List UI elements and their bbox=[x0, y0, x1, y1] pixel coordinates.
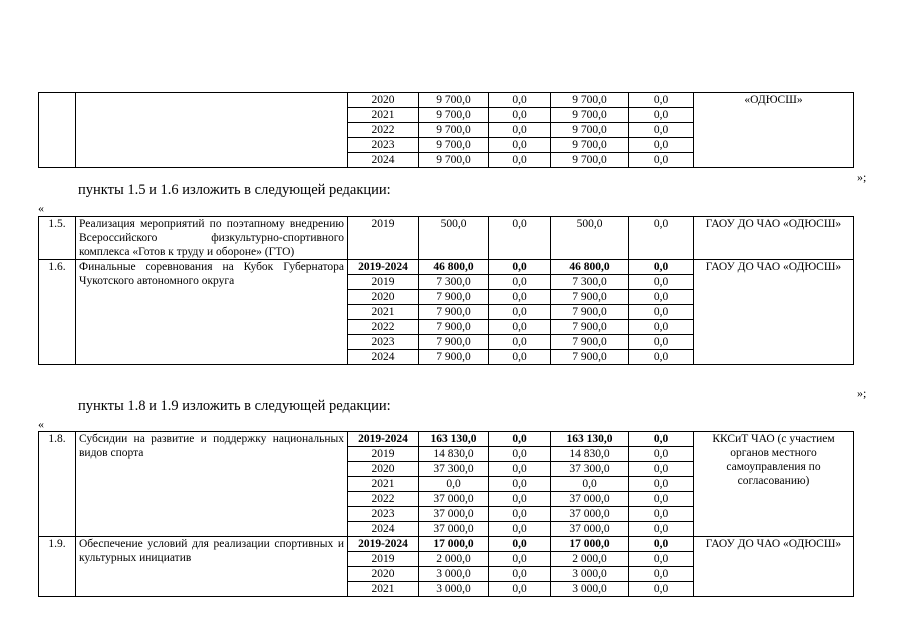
amount-cell: 0,0 bbox=[489, 138, 551, 153]
amount-cell: 0,0 bbox=[629, 320, 694, 335]
amount-cell: 9 700,0 bbox=[419, 138, 489, 153]
amount-cell: 0,0 bbox=[629, 350, 694, 365]
amount-cell: 9 700,0 bbox=[419, 108, 489, 123]
amount-cell: 17 000,0 bbox=[419, 537, 489, 552]
amount-cell: 37 300,0 bbox=[419, 462, 489, 477]
amount-cell: 46 800,0 bbox=[551, 260, 629, 275]
amount-cell: 7 900,0 bbox=[419, 305, 489, 320]
year-cell: 2021 bbox=[348, 477, 419, 492]
table-row bbox=[39, 260, 854, 275]
responsible-executor: ГАОУ ДО ЧАО «ОДЮСШ» bbox=[694, 537, 854, 597]
amount-cell: 7 900,0 bbox=[419, 335, 489, 350]
amount-cell: 7 900,0 bbox=[551, 320, 629, 335]
item-number bbox=[39, 93, 76, 168]
amount-cell: 17 000,0 bbox=[551, 537, 629, 552]
year-cell: 2021 bbox=[348, 582, 419, 597]
amount-cell: 0,0 bbox=[629, 447, 694, 462]
year-cell: 2023 bbox=[348, 138, 419, 153]
amount-cell: 0,0 bbox=[629, 432, 694, 447]
amount-cell: 0,0 bbox=[629, 537, 694, 552]
item-name: Субсидии на развитие и поддержку национальных видов спорта bbox=[76, 432, 348, 537]
amount-cell: 0,0 bbox=[629, 217, 694, 260]
amount-cell: 0,0 bbox=[629, 582, 694, 597]
responsible-executor: ГАОУ ДО ЧАО «ОДЮСШ» bbox=[694, 260, 854, 365]
amount-cell: 0,0 bbox=[629, 275, 694, 290]
amount-cell: 0,0 bbox=[489, 260, 551, 275]
paragraph-points-1-5-1-6: пункты 1.5 и 1.6 изложить в следующей редакции: bbox=[78, 182, 391, 198]
amount-cell: 2 000,0 bbox=[419, 552, 489, 567]
amount-cell: 0,0 bbox=[629, 462, 694, 477]
amount-cell: 0,0 bbox=[489, 217, 551, 260]
amount-cell: 0,0 bbox=[629, 290, 694, 305]
amount-cell: 0,0 bbox=[629, 260, 694, 275]
year-cell: 2022 bbox=[348, 123, 419, 138]
amount-cell: 0,0 bbox=[489, 432, 551, 447]
table-row bbox=[39, 93, 854, 108]
year-cell: 2019-2024 bbox=[348, 537, 419, 552]
program-table-part-3 bbox=[38, 431, 854, 597]
year-cell: 2020 bbox=[348, 567, 419, 582]
amount-cell: 3 000,0 bbox=[419, 582, 489, 597]
amount-cell: 0,0 bbox=[489, 153, 551, 168]
year-cell: 2020 bbox=[348, 93, 419, 108]
year-cell: 2021 bbox=[348, 108, 419, 123]
amount-cell: 7 900,0 bbox=[419, 290, 489, 305]
amount-cell: 500,0 bbox=[419, 217, 489, 260]
year-cell: 2019 bbox=[348, 447, 419, 462]
amount-cell: 163 130,0 bbox=[419, 432, 489, 447]
amount-cell: 37 000,0 bbox=[419, 522, 489, 537]
amount-cell: 0,0 bbox=[551, 477, 629, 492]
year-cell: 2019-2024 bbox=[348, 260, 419, 275]
table-row bbox=[39, 432, 854, 447]
amount-cell: 7 300,0 bbox=[551, 275, 629, 290]
item-number: 1.8. bbox=[39, 432, 76, 537]
amount-cell: 0,0 bbox=[489, 522, 551, 537]
amount-cell: 0,0 bbox=[489, 477, 551, 492]
amount-cell: 0,0 bbox=[629, 305, 694, 320]
amount-cell: 0,0 bbox=[629, 477, 694, 492]
paragraph-points-1-8-1-9: пункты 1.8 и 1.9 изложить в следующей редакции: bbox=[78, 398, 391, 414]
amount-cell: 0,0 bbox=[629, 123, 694, 138]
program-table-part-1 bbox=[38, 92, 854, 168]
year-cell: 2019 bbox=[348, 275, 419, 290]
amount-cell: 0,0 bbox=[629, 138, 694, 153]
amount-cell: 7 900,0 bbox=[551, 290, 629, 305]
amount-cell: 46 800,0 bbox=[419, 260, 489, 275]
amount-cell: 7 900,0 bbox=[551, 350, 629, 365]
amount-cell: 37 000,0 bbox=[551, 507, 629, 522]
closing-quote-2: »; bbox=[857, 386, 867, 400]
responsible-executor: ГАОУ ДО ЧАО «ОДЮСШ» bbox=[694, 217, 854, 260]
year-cell: 2020 bbox=[348, 462, 419, 477]
amount-cell: 9 700,0 bbox=[419, 153, 489, 168]
amount-cell: 0,0 bbox=[489, 507, 551, 522]
amount-cell: 7 900,0 bbox=[551, 335, 629, 350]
program-table-part-2 bbox=[38, 216, 854, 365]
amount-cell: 3 000,0 bbox=[551, 567, 629, 582]
table-row bbox=[39, 217, 854, 260]
amount-cell: 14 830,0 bbox=[419, 447, 489, 462]
amount-cell: 0,0 bbox=[489, 335, 551, 350]
year-cell: 2022 bbox=[348, 320, 419, 335]
amount-cell: 7 900,0 bbox=[551, 305, 629, 320]
amount-cell: 0,0 bbox=[489, 492, 551, 507]
amount-cell: 0,0 bbox=[489, 462, 551, 477]
amount-cell: 3 000,0 bbox=[419, 567, 489, 582]
year-cell: 2024 bbox=[348, 350, 419, 365]
amount-cell: 0,0 bbox=[489, 582, 551, 597]
amount-cell: 37 000,0 bbox=[419, 492, 489, 507]
amount-cell: 7 900,0 bbox=[419, 320, 489, 335]
amount-cell: 0,0 bbox=[489, 537, 551, 552]
amount-cell: 9 700,0 bbox=[551, 138, 629, 153]
item-name: Обеспечение условий для реализации спортивных и культурных инициатив bbox=[76, 537, 348, 597]
amount-cell: 0,0 bbox=[629, 522, 694, 537]
year-cell: 2023 bbox=[348, 335, 419, 350]
amount-cell: 0,0 bbox=[489, 108, 551, 123]
table-row bbox=[39, 537, 854, 552]
amount-cell: 9 700,0 bbox=[551, 108, 629, 123]
amount-cell: 7 300,0 bbox=[419, 275, 489, 290]
year-cell: 2019-2024 bbox=[348, 432, 419, 447]
amount-cell: 0,0 bbox=[489, 350, 551, 365]
amount-cell: 0,0 bbox=[489, 305, 551, 320]
amount-cell: 0,0 bbox=[629, 108, 694, 123]
opening-quote-1: « bbox=[38, 201, 44, 215]
amount-cell: 0,0 bbox=[629, 153, 694, 168]
year-cell: 2023 bbox=[348, 507, 419, 522]
amount-cell: 0,0 bbox=[489, 567, 551, 582]
responsible-executor: ККСиТ ЧАО (с участием органов местного самоуправления по согласованию) bbox=[694, 432, 854, 537]
item-name: Реализация мероприятий по поэтапному внедрению Всероссийского физкультурно-спортивного комплекса «Готов к труду и обороне» (ГТО) bbox=[76, 217, 348, 260]
item-number: 1.5. bbox=[39, 217, 76, 260]
amount-cell: 0,0 bbox=[629, 552, 694, 567]
amount-cell: 0,0 bbox=[489, 290, 551, 305]
amount-cell: 9 700,0 bbox=[419, 93, 489, 108]
amount-cell: 0,0 bbox=[629, 492, 694, 507]
item-number: 1.9. bbox=[39, 537, 76, 597]
item-name: Финальные соревнования на Кубок Губернатора Чукотского автономного округа bbox=[76, 260, 348, 365]
amount-cell: 0,0 bbox=[489, 123, 551, 138]
responsible-executor: «ОДЮСШ» bbox=[694, 93, 854, 168]
amount-cell: 37 000,0 bbox=[419, 507, 489, 522]
year-cell: 2019 bbox=[348, 552, 419, 567]
amount-cell: 9 700,0 bbox=[551, 153, 629, 168]
amount-cell: 14 830,0 bbox=[551, 447, 629, 462]
opening-quote-2: « bbox=[38, 417, 44, 431]
closing-quote-1: »; bbox=[857, 170, 867, 184]
year-cell: 2021 bbox=[348, 305, 419, 320]
amount-cell: 0,0 bbox=[489, 552, 551, 567]
amount-cell: 2 000,0 bbox=[551, 552, 629, 567]
amount-cell: 0,0 bbox=[629, 507, 694, 522]
item-name bbox=[76, 93, 348, 168]
amount-cell: 0,0 bbox=[489, 275, 551, 290]
year-cell: 2020 bbox=[348, 290, 419, 305]
amount-cell: 9 700,0 bbox=[551, 123, 629, 138]
amount-cell: 0,0 bbox=[489, 447, 551, 462]
amount-cell: 37 000,0 bbox=[551, 492, 629, 507]
amount-cell: 9 700,0 bbox=[419, 123, 489, 138]
year-cell: 2024 bbox=[348, 153, 419, 168]
amount-cell: 7 900,0 bbox=[419, 350, 489, 365]
year-cell: 2024 bbox=[348, 522, 419, 537]
amount-cell: 0,0 bbox=[419, 477, 489, 492]
amount-cell: 37 000,0 bbox=[551, 522, 629, 537]
year-cell: 2022 bbox=[348, 492, 419, 507]
amount-cell: 0,0 bbox=[629, 335, 694, 350]
year-cell: 2019 bbox=[348, 217, 419, 260]
amount-cell: 0,0 bbox=[489, 320, 551, 335]
amount-cell: 0,0 bbox=[629, 567, 694, 582]
amount-cell: 9 700,0 bbox=[551, 93, 629, 108]
amount-cell: 500,0 bbox=[551, 217, 629, 260]
amount-cell: 0,0 bbox=[489, 93, 551, 108]
item-number: 1.6. bbox=[39, 260, 76, 365]
amount-cell: 163 130,0 bbox=[551, 432, 629, 447]
amount-cell: 3 000,0 bbox=[551, 582, 629, 597]
amount-cell: 0,0 bbox=[629, 93, 694, 108]
amount-cell: 37 300,0 bbox=[551, 462, 629, 477]
